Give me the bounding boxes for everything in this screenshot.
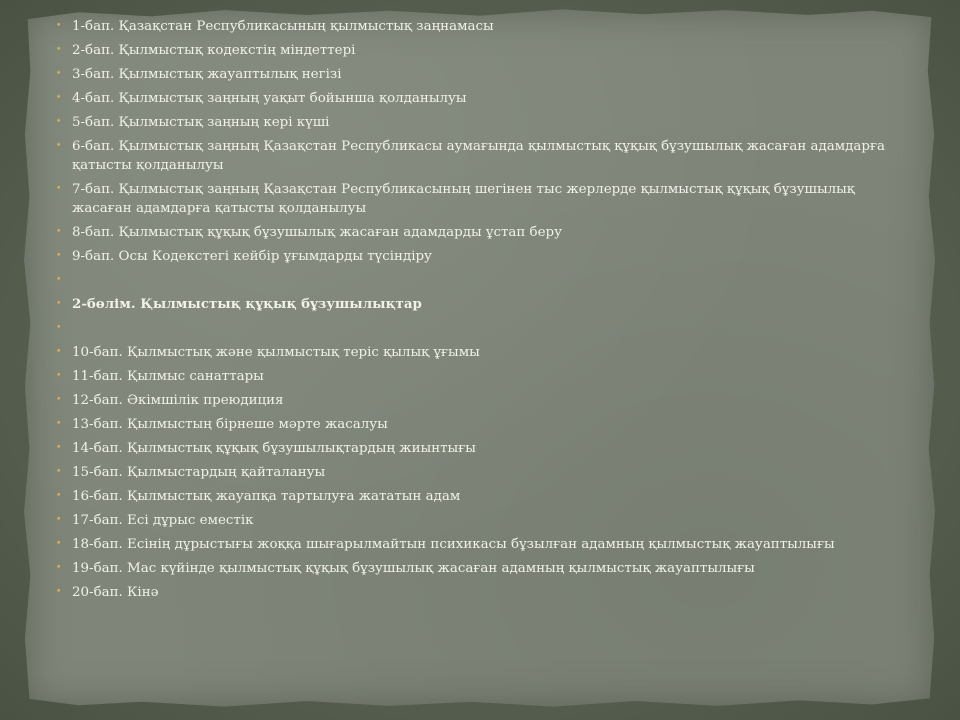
list-item-text: 13-бап. Қылмыстың бірнеше мәрте жасалуы bbox=[72, 417, 388, 432]
list-item-text: 15-бап. Қылмыстардың қайталануы bbox=[72, 465, 326, 480]
list-item bbox=[56, 17, 906, 36]
list-item bbox=[56, 511, 906, 530]
list-item-text: 14-бап. Қылмыстық құқық бұзушылықтардың жиынтығы bbox=[72, 441, 476, 456]
list-item bbox=[56, 439, 906, 458]
bullet-icon: • bbox=[56, 323, 62, 333]
list-item bbox=[56, 65, 906, 84]
list-item bbox=[56, 367, 906, 386]
list-item-text: 8-бап. Қылмыстық құқық бұзушылық жасаған адамдарды ұстап беру bbox=[72, 225, 562, 240]
list-item-text: 7-бап. Қылмыстық заңның Қазақстан Республикасының шегінен тыс жерлерде қылмыстық құқық бұзушылық жасаған адамдарға қатысты қолданылуы bbox=[72, 182, 855, 216]
list-item-text: 3-бап. Қылмыстық жауаптылық негізі bbox=[72, 67, 342, 82]
list-item bbox=[56, 391, 906, 410]
list-item-text: 2-бап. Қылмыстық кодекстің міндеттері bbox=[72, 43, 356, 58]
bullet-icon: • bbox=[56, 141, 62, 151]
bullet-icon: • bbox=[56, 467, 62, 477]
list-item-text: 12-бап. Әкімшілік преюдиция bbox=[72, 393, 284, 408]
list-item-text: 19-бап. Мас күйінде қылмыстық құқық бұзушылық жасаған адамның қылмыстық жауаптылығы bbox=[72, 561, 755, 576]
bullet-icon: • bbox=[56, 93, 62, 103]
bullet-icon: • bbox=[56, 539, 62, 549]
list-item bbox=[56, 559, 906, 578]
list-item bbox=[56, 89, 906, 108]
bullet-icon: • bbox=[56, 45, 62, 55]
bullet-icon: • bbox=[56, 419, 62, 429]
empty-list-item bbox=[56, 319, 906, 338]
bullet-icon: • bbox=[56, 117, 62, 127]
list-item bbox=[56, 247, 906, 266]
bullet-icon: • bbox=[56, 299, 62, 309]
article-list bbox=[56, 17, 906, 607]
list-item bbox=[56, 583, 906, 602]
list-item bbox=[56, 487, 906, 506]
bullet-icon: • bbox=[56, 443, 62, 453]
list-item-text: 5-бап. Қылмыстық заңның кері күші bbox=[72, 115, 330, 130]
list-item-text: 18-бап. Есінің дұрыстығы жоққа шығарылмайтын психикасы бұзылған адамның қылмыстық жауаптылығы bbox=[72, 537, 835, 552]
list-item bbox=[56, 137, 906, 175]
list-item-text: 10-бап. Қылмыстық және қылмыстық теріс қылық ұғымы bbox=[72, 345, 480, 360]
bullet-icon: • bbox=[56, 371, 62, 381]
bullet-icon: • bbox=[56, 21, 62, 31]
list-item-text: 17-бап. Есі дұрыс еместік bbox=[72, 513, 254, 528]
bullet-icon: • bbox=[56, 347, 62, 357]
list-item-text: 9-бап. Осы Кодекстегі кейбір ұғымдарды түсіндіру bbox=[72, 249, 432, 264]
section-heading bbox=[56, 295, 906, 314]
list-item bbox=[56, 343, 906, 362]
bullet-icon: • bbox=[56, 563, 62, 573]
bullet-icon: • bbox=[56, 227, 62, 237]
list-item-text: 1-бап. Қазақстан Республикасының қылмыстық заңнамасы bbox=[72, 19, 494, 34]
bullet-icon: • bbox=[56, 395, 62, 405]
list-item-text: 6-бап. Қылмыстық заңның Қазақстан Республикасы аумағында қылмыстық құқық бұзушылық жасаған адамдарға қатысты қолданылуы bbox=[72, 139, 885, 173]
bullet-icon: • bbox=[56, 251, 62, 261]
list-item-text: 16-бап. Қылмыстық жауапқа тартылуға жататын адам bbox=[72, 489, 461, 504]
bullet-icon: • bbox=[56, 491, 62, 501]
bullet-icon: • bbox=[56, 184, 62, 194]
list-item-text: 20-бап. Кінә bbox=[72, 585, 159, 600]
list-item bbox=[56, 180, 906, 218]
list-item-text: 11-бап. Қылмыс санаттары bbox=[72, 369, 264, 384]
section-heading-text: 2-бөлім. Қылмыстық құқық бұзушылықтар bbox=[72, 296, 422, 312]
list-item-text: 4-бап. Қылмыстық заңның уақыт бойынша қолданылуы bbox=[72, 91, 467, 106]
list-item bbox=[56, 223, 906, 242]
list-item bbox=[56, 415, 906, 434]
bullet-icon: • bbox=[56, 275, 62, 285]
list-item bbox=[56, 41, 906, 60]
bullet-icon: • bbox=[56, 69, 62, 79]
list-item bbox=[56, 463, 906, 482]
list-item bbox=[56, 535, 906, 554]
bullet-icon: • bbox=[56, 515, 62, 525]
empty-list-item bbox=[56, 271, 906, 290]
bullet-icon: • bbox=[56, 587, 62, 597]
list-item bbox=[56, 113, 906, 132]
